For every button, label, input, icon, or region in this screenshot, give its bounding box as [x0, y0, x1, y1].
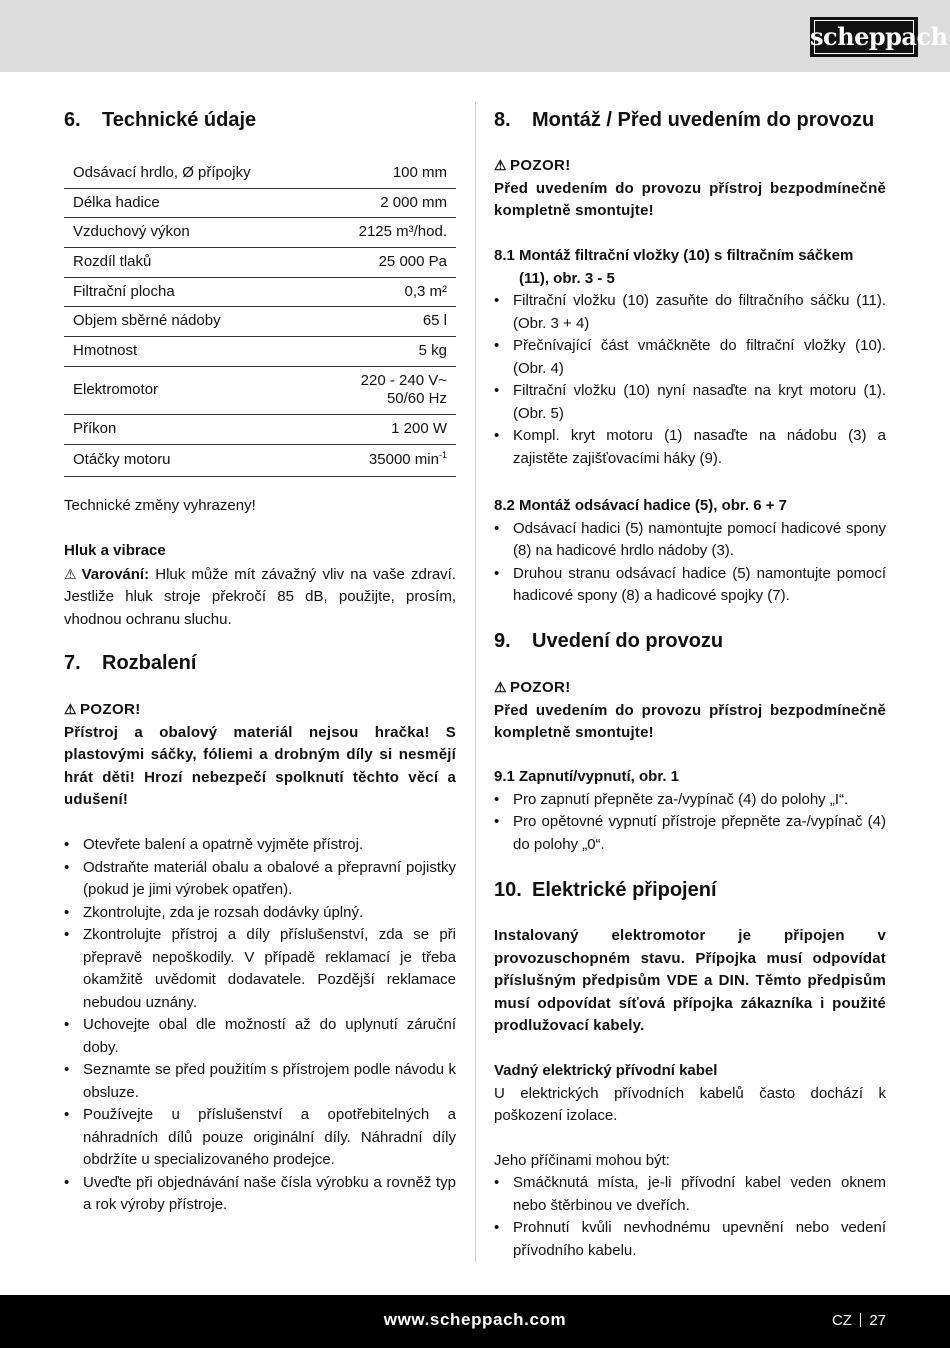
- switch-list: [494, 789, 886, 857]
- list-item: • Uveďte při objednávání naše čísla výrobku a rovněž typ a rok výroby přístroje.: [64, 1172, 456, 1217]
- section-10-heading: 10. Elektrické připojení: [494, 879, 717, 901]
- list-item: • Smáčknutá místa, je-li přívodní kabel veden oknem nebo štěrbinou ve dveřích.: [494, 1172, 886, 1217]
- list-item: • Filtrační vložku (10) zasuňte do filtračního sáčku (11). (Obr. 3 + 4): [494, 290, 886, 335]
- column-divider: [475, 102, 476, 1262]
- warning-heading: ⚠ POZOR!: [494, 679, 571, 696]
- spec-label: Odsávací hrdlo, Ø přípojky: [64, 158, 322, 188]
- spec-value: 1 200 W: [322, 414, 456, 444]
- spec-label: Objem sběrné nádoby: [64, 306, 322, 336]
- website-url: www.scheppach.com: [383, 1310, 567, 1329]
- list-item: • Používejte u příslušenství a opotřebitelných a náhradních dílů pouze originální díly. Náhradní díly obdržíte u specializovaného prodejce.: [64, 1104, 456, 1172]
- spec-label: Příkon: [64, 414, 322, 444]
- list-item: • Pro opětovné vypnutí přístroje přepněte za-/vypínač (4) do polohy „0“.: [494, 811, 886, 856]
- spec-label: Hmotnost: [64, 336, 322, 366]
- subsection-heading: 9.1 Zapnutí/vypnutí, obr. 1: [494, 768, 680, 785]
- section-8-2: [494, 495, 886, 608]
- warning-heading: ⚠ POZOR!: [64, 701, 141, 718]
- list-item: • Seznamte se před použitím s přístrojem podle návodu k obsluze.: [64, 1059, 456, 1104]
- warning-text: Před uvedením do provozu přístroj bezpodmínečně kompletně smontujte!: [494, 701, 886, 741]
- page-indicator: [832, 1310, 886, 1333]
- spec-value: 220 - 240 V~ 50/60 Hz: [322, 366, 456, 414]
- list-item: • Druhou stranu odsávací hadice (5) namontujte pomocí hadicové spony (8) a hadicové spojky (7).: [494, 563, 886, 608]
- spec-value: 5 kg: [322, 336, 456, 366]
- filter-assembly-list: [494, 290, 886, 470]
- section-8-heading: 8. Montáž / Před uvedením do provozu: [494, 109, 875, 131]
- subsection-heading: 8.1 Montáž filtrační vložky (10) s filtračním sáčkem: [494, 247, 854, 264]
- section-8-1: [494, 245, 886, 470]
- spec-row: [64, 336, 456, 366]
- spec-row: [64, 188, 456, 217]
- warning-icon: ⚠: [494, 679, 507, 695]
- warning-text: Před uvedením do provozu přístroj bezpodmínečně kompletně smontujte!: [494, 179, 886, 219]
- page-separator: [860, 1313, 861, 1327]
- list-item: • Přečnívající část vmáčkněte do filtrační vložky (10). (Obr. 4): [494, 335, 886, 380]
- warning-heading: ⚠ POZOR!: [494, 157, 571, 174]
- page-number: 27: [869, 1312, 886, 1329]
- spec-label: Rozdíl tlaků: [64, 247, 322, 277]
- footer-bar: [0, 1295, 950, 1348]
- defective-cable-heading: Vadný elektrický přívodní kabel: [494, 1062, 718, 1079]
- hose-assembly-list: [494, 518, 886, 608]
- spec-row: [64, 306, 456, 336]
- list-item: • Otevřete balení a opatrně vyjměte přístroj.: [64, 834, 456, 857]
- warning-icon: ⚠: [64, 565, 79, 582]
- section-7-warning: [64, 698, 456, 812]
- list-item: • Zkontrolujte přístroj a díly příslušenství, zda se při přepravě nepoškodily. V případě reklamací je třeba okamžitě uvědomit dodavatele. Pozdější reklamace nebudou uznány.: [64, 924, 456, 1014]
- subsection-heading: 8.2 Montáž odsávací hadice (5), obr. 6 + 7: [494, 497, 788, 514]
- noise-heading: Hluk a vibrace: [64, 542, 166, 559]
- noise-section: [64, 540, 456, 631]
- spec-row: [64, 158, 456, 188]
- section-9-heading: 9. Uvedení do provozu: [494, 630, 724, 652]
- list-item: • Uchovejte obal dle možností až do uplynutí záruční doby.: [64, 1014, 456, 1059]
- brand-logo: scheppach: [810, 17, 918, 57]
- spec-label: Filtrační plocha: [64, 277, 322, 306]
- defective-cable-text: U elektrických přívodních kabelů často dochází k poškození izolace.: [494, 1084, 886, 1124]
- list-item: • Zkontrolujte, zda je rozsah dodávky úplný.: [64, 902, 456, 925]
- noise-warning: ⚠ Varování: Hluk může mít závažný vliv na vaše zdraví. Jestliže hluk stroje překročí 85 dB, použijte, prosím, vhodnou ochranu sluchu.: [64, 565, 457, 628]
- section-8-warning: [494, 154, 886, 223]
- section-6-heading: 6. Technické údaje: [64, 109, 257, 131]
- spec-value: 2 000 mm: [322, 188, 456, 217]
- language-code: CZ: [831, 1312, 852, 1329]
- spec-value: 35000 $\min^{-1}$: [322, 444, 456, 476]
- spec-row: [64, 414, 456, 444]
- spec-label: Délka hadice: [64, 188, 322, 217]
- spec-value: 0,3 m²: [322, 277, 456, 306]
- spec-table: [64, 158, 456, 477]
- spec-value: 65 l: [322, 306, 456, 336]
- spec-row: [64, 444, 456, 476]
- list-item: • Prohnutí kvůli nevhodnému upevnění nebo vedení přívodního kabelu.: [494, 1217, 886, 1262]
- warning-icon: ⚠: [64, 701, 77, 717]
- spec-value: 25 000 Pa: [322, 247, 456, 277]
- spec-label: Elektromotor: [64, 366, 322, 414]
- section-7-heading: 7. Rozbalení: [64, 652, 197, 674]
- spec-row: [64, 277, 456, 306]
- section-9-warning: [494, 676, 886, 745]
- list-item: • Pro zapnutí přepněte za-/vypínač (4) do polohy „I“.: [494, 789, 886, 812]
- spec-value: 2125 m³/hod.: [322, 217, 456, 247]
- section-9-1: [494, 766, 886, 856]
- spec-row: [64, 366, 456, 414]
- electrical-connection-text: Instalovaný elektromotor je připojen v provozuschopném stavu. Přípojka musí odpovídat příslušným předpisům VDE a DIN. Těmto předpisům musí odpovídat síťová přípojka zákazníka i použité prodlužovací kabely.: [494, 927, 886, 1034]
- list-item: • Kompl. kryt motoru (1) nasaďte na nádobu (3) a zajistěte zajišťovacími háky (9).: [494, 425, 886, 470]
- subsection-heading-cont: (11), obr. 3 - 5: [519, 269, 615, 287]
- list-item: • Odstraňte materiál obalu a obalové a přepravní pojistky (pokud je jimi výrobek opatřen).: [64, 857, 456, 902]
- spec-label: Vzduchový výkon: [64, 217, 322, 247]
- spec-row: [64, 217, 456, 247]
- spec-value: 100 mm: [322, 158, 456, 188]
- causes-list: [494, 1172, 886, 1262]
- warning-text: Přístroj a obalový materiál nejsou hračka! S plastovými sáčky, fóliemi a drobným díly si nesmějí hrát děti! Hrozí nebezpečí spolknutí těchto věcí a udušení!: [64, 723, 456, 808]
- defective-cable-section: [494, 1060, 886, 1262]
- list-item: • Odsávací hadici (5) namontujte pomocí hadicové spony (8) na hadicové hrdlo nádoby (3).: [494, 518, 886, 563]
- list-item: • Filtrační vložku (10) nyní nasaďte na kryt motoru (1). (Obr. 5): [494, 380, 886, 425]
- unpacking-list: [64, 834, 456, 1217]
- spec-label: Otáčky motoru: [64, 444, 322, 476]
- causes-intro: Jeho příčinami mohou být:: [494, 1151, 670, 1169]
- header-bar: [0, 0, 950, 72]
- warning-icon: ⚠: [494, 157, 507, 173]
- technical-changes-note: Technické změny vyhrazeny!: [64, 497, 256, 514]
- spec-row: [64, 247, 456, 277]
